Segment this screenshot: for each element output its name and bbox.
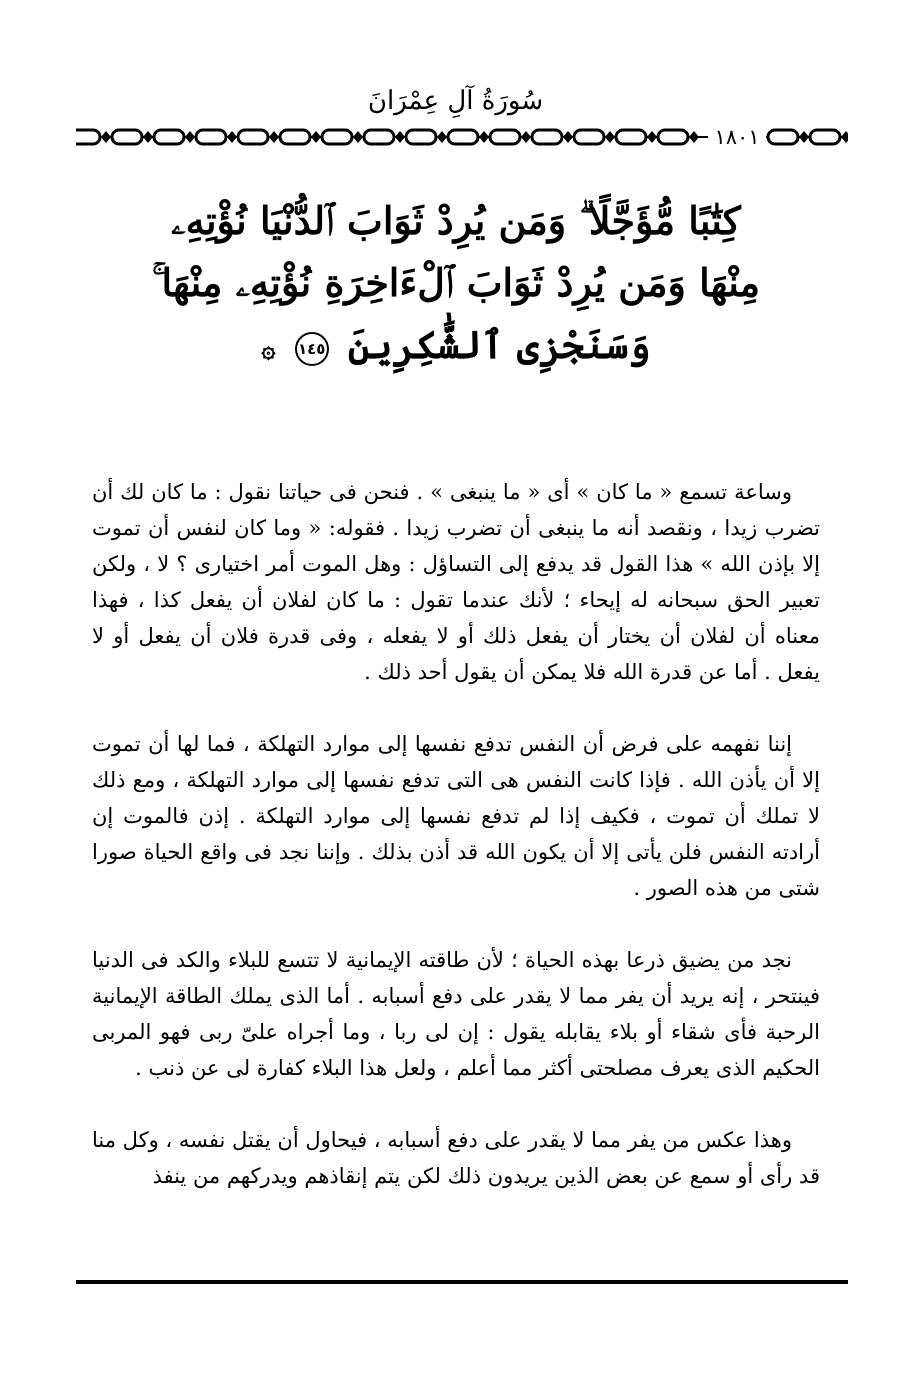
chain-link-oval xyxy=(532,130,562,144)
chain-link-oval xyxy=(448,130,478,144)
quran-verse xyxy=(100,190,812,380)
chain-link-oval xyxy=(196,130,226,144)
chain-link-oval xyxy=(238,130,268,144)
chain-diamond xyxy=(799,131,809,143)
paragraph-3: نجد من يضيق ذرعا بهذه الحياة ؛ لأن طاقته الإيمانية لا تتسع للبلاء والكد فى الدنيا فينتحر ، إنه يريد أن يفر مما لا يقدر على دفع أسبابه . أما الذى يملك الطاقة الإيمانية الرحبة فأى شقاء أو بلاء يقابله يقول : إن لى ربا ، وما أجراه علىّ ربى فهو المربى الحكيم الذى يعرف مصلحتى أكثر مما أعلم ، ولعل هذا البلاء كفارة لى عن ذنب . xyxy=(92,948,820,1080)
verse-line-3 xyxy=(100,314,812,380)
chain-diamond xyxy=(841,131,848,143)
chain-diamond xyxy=(563,131,573,143)
chain-diamond xyxy=(521,131,531,143)
chain-diamond xyxy=(311,131,321,143)
verse-line-3-text: وَسَنَجْزِى ٱلشَّٰكِرِينَ xyxy=(347,322,651,367)
chain-link-oval xyxy=(490,130,520,144)
page-number: ١٨٠١ xyxy=(714,125,760,149)
chain-link-oval xyxy=(658,130,688,144)
paragraph-1: وساعة تسمع « ما كان » أى « ما ينبغى » . فنحن فى حياتنا نقول : ما كان لك أن تضرب زيدا ، ونقصد أنه ما ينبغى أن تضرب زيدا . فقوله: « وما كان لنفس أن تموت إلا بإذن الله » هذا القول قد يدفع إلى التساؤل : وهل الموت أمر اختيارى ؟ لا ، ولكن تعبير الحق سبحانه له إيحاء ؛ لأنك عندما تقول : ما كان لفلان أن يفعل كذا ، فهذا معناه أن لفلان أن يختار أن يفعل ذلك أو لا يفعله ، وفى قدرة فلان أن يفعل أو لا يفعل . أما عن قدرة الله فلا يمكن أن يقول أحد ذلك . xyxy=(92,480,820,684)
chain-link-oval xyxy=(280,130,310,144)
chain-link-oval xyxy=(810,130,840,144)
chain-ornament-right xyxy=(766,126,848,148)
chain-diamond xyxy=(605,131,615,143)
chain-link-oval xyxy=(364,130,394,144)
paragraph-4: وهذا عكس من يفر مما لا يقدر على دفع أسبابه ، فيحاول أن يقتل نفسه ، وكل منا قد رأى أو سمع عن بعض الذين يريدون ذلك لكن يتم إنقاذهم ويدركهم من ينفذ xyxy=(92,1128,820,1188)
bottom-rule xyxy=(76,1280,848,1284)
ayah-number-marker: ١٤٥ xyxy=(295,332,329,366)
chain-diamond xyxy=(479,131,489,143)
chain-diamond xyxy=(269,131,279,143)
chain-diamond xyxy=(689,131,699,143)
verse-line-2: مِنْهَا وَمَن يُرِدْ ثَوَابَ ٱلْءَاخِرَةِ نُؤْتِهِۦ مِنْهَا ۚ xyxy=(151,260,761,305)
chain-diamond xyxy=(647,131,657,143)
chain-link-oval xyxy=(154,130,184,144)
chain-diamond xyxy=(353,131,363,143)
chain-diamond xyxy=(437,131,447,143)
chain-diamond xyxy=(101,131,111,143)
surah-title: سُورَةُ آلِ عِمْرَانَ xyxy=(367,86,544,116)
chain-link-oval xyxy=(616,130,646,144)
chain-ornament-left xyxy=(76,126,708,148)
verse-line-1: كِتَٰبًا مُّؤَجَّلًا ۗ وَمَن يُرِدْ ثَوَابَ ٱلدُّنْيَا نُؤْتِهِۦ xyxy=(171,198,741,243)
chain-link-oval xyxy=(768,130,798,144)
commentary-body xyxy=(92,474,820,1194)
chain-link-oval xyxy=(406,130,436,144)
paragraph-2: إننا نفهمه على فرض أن النفس تدفع نفسها إلى موارد التهلكة ، فما لها أن تموت إلا أن يأذن الله . فإذا كانت النفس هى التى تدفع نفسها إلى موارد التهلكة ، ومع ذلك لا تملك أن تموت ، فكيف إذا لم تدفع نفسها إلى موارد التهلكة . إذن فالموت إن أرادته النفس فلن يأتى إلا أن يكون الله قد أذن بذلك . وإننا نجد فى واقع الحياة صورا شتى من هذه الصور . xyxy=(92,732,820,900)
chain-link-oval xyxy=(574,130,604,144)
chain-link-oval xyxy=(112,130,142,144)
chain-diamond xyxy=(395,131,405,143)
chain-diamond xyxy=(227,131,237,143)
chain-link-oval xyxy=(76,130,100,144)
page-border-ornament xyxy=(76,124,848,150)
verse-end-ornament-icon: ۞ xyxy=(261,334,276,363)
chain-diamond xyxy=(143,131,153,143)
chain-link-oval xyxy=(322,130,352,144)
chain-diamond xyxy=(185,131,195,143)
